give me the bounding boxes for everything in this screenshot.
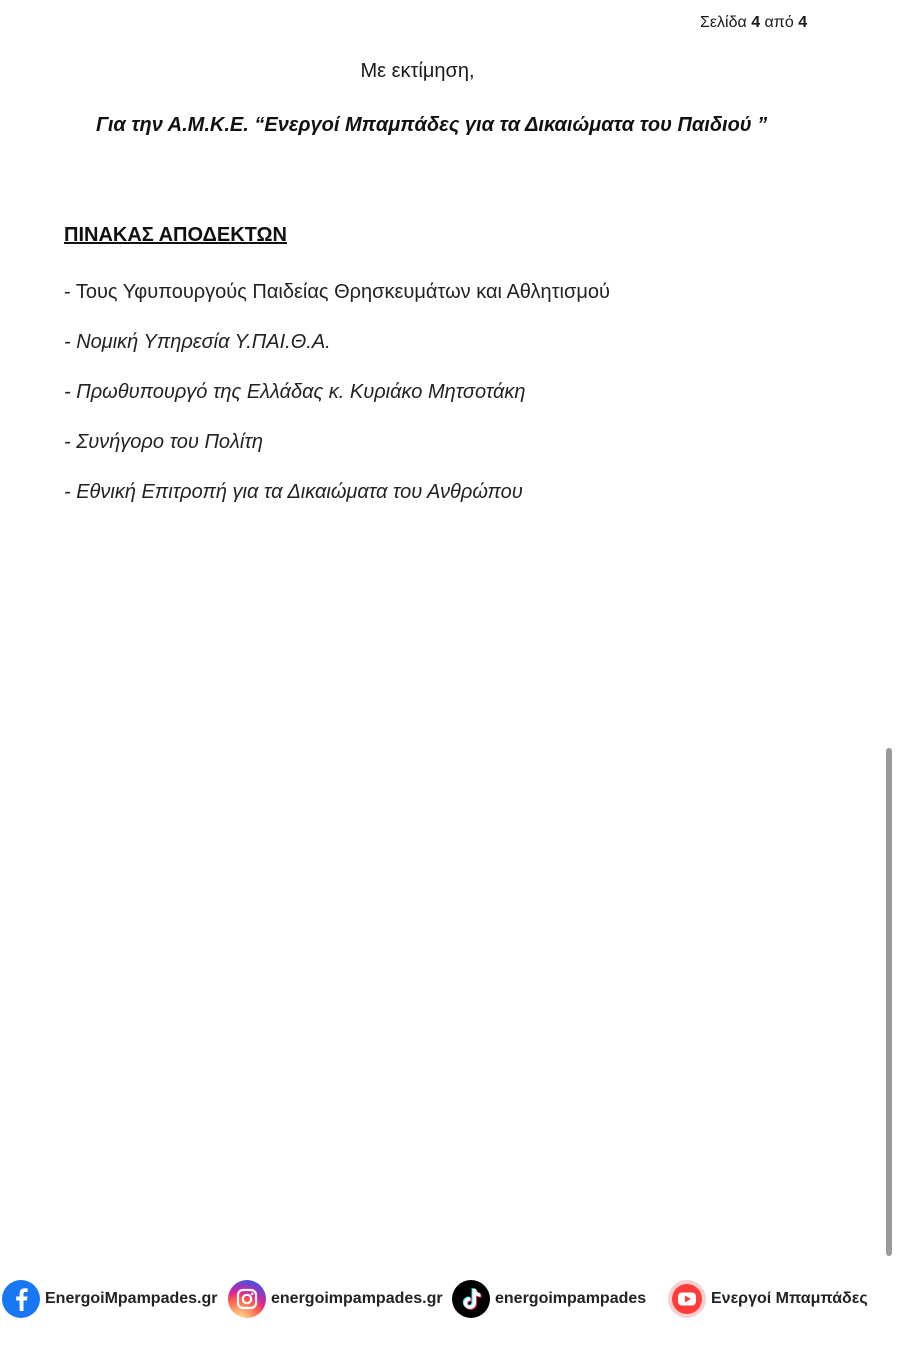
tiktok-icon bbox=[452, 1280, 490, 1318]
page-number bbox=[700, 14, 807, 32]
vertical-scrollbar[interactable] bbox=[886, 748, 892, 1256]
letter-signatory: Για την Α.Μ.Κ.Ε. “Ενεργοί Μπαμπάδες για τα Δικαιώματα του Παιδιού ” bbox=[96, 114, 768, 136]
page-separator: από bbox=[764, 14, 794, 31]
letter-closing: Με εκτίμηση, bbox=[360, 60, 475, 82]
recipient-item: - Πρωθυπουργό της Ελλάδας κ. Κυριάκο Μητσοτάκη bbox=[64, 381, 526, 403]
footer-social-links bbox=[0, 1278, 900, 1320]
footer-instagram-link[interactable] bbox=[228, 1278, 443, 1320]
instagram-icon bbox=[228, 1280, 266, 1318]
page-current: 4 bbox=[751, 14, 761, 31]
instagram-label: energoimpampades.gr bbox=[271, 1290, 443, 1307]
facebook-icon bbox=[2, 1280, 40, 1318]
page-prefix: Σελίδα bbox=[700, 14, 747, 31]
recipient-item: - Συνήγορο του Πολίτη bbox=[64, 431, 263, 453]
footer-youtube-link[interactable] bbox=[668, 1278, 868, 1320]
page-total: 4 bbox=[798, 14, 808, 31]
tiktok-label: energoimpampades bbox=[495, 1290, 647, 1307]
footer-facebook-link[interactable] bbox=[2, 1278, 217, 1320]
recipient-item: - Εθνική Επιτροπή για τα Δικαιώματα του Ανθρώπου bbox=[64, 481, 523, 503]
recipients-list bbox=[64, 278, 610, 528]
youtube-icon bbox=[668, 1280, 706, 1318]
facebook-label: EnergoiMpampades.gr bbox=[45, 1290, 218, 1307]
footer-tiktok-link[interactable] bbox=[452, 1278, 646, 1320]
recipients-heading: ΠΙΝΑΚΑΣ ΑΠΟΔΕΚΤΩΝ bbox=[64, 224, 287, 246]
recipient-item: - Νομική Υπηρεσία Υ.ΠΑΙ.Θ.Α. bbox=[64, 331, 331, 353]
recipient-item: - Τους Υφυπουργούς Παιδείας Θρησκευμάτων και Αθλητισμού bbox=[64, 281, 610, 303]
youtube-label: Ενεργοί Μπαμπάδες bbox=[711, 1290, 868, 1307]
